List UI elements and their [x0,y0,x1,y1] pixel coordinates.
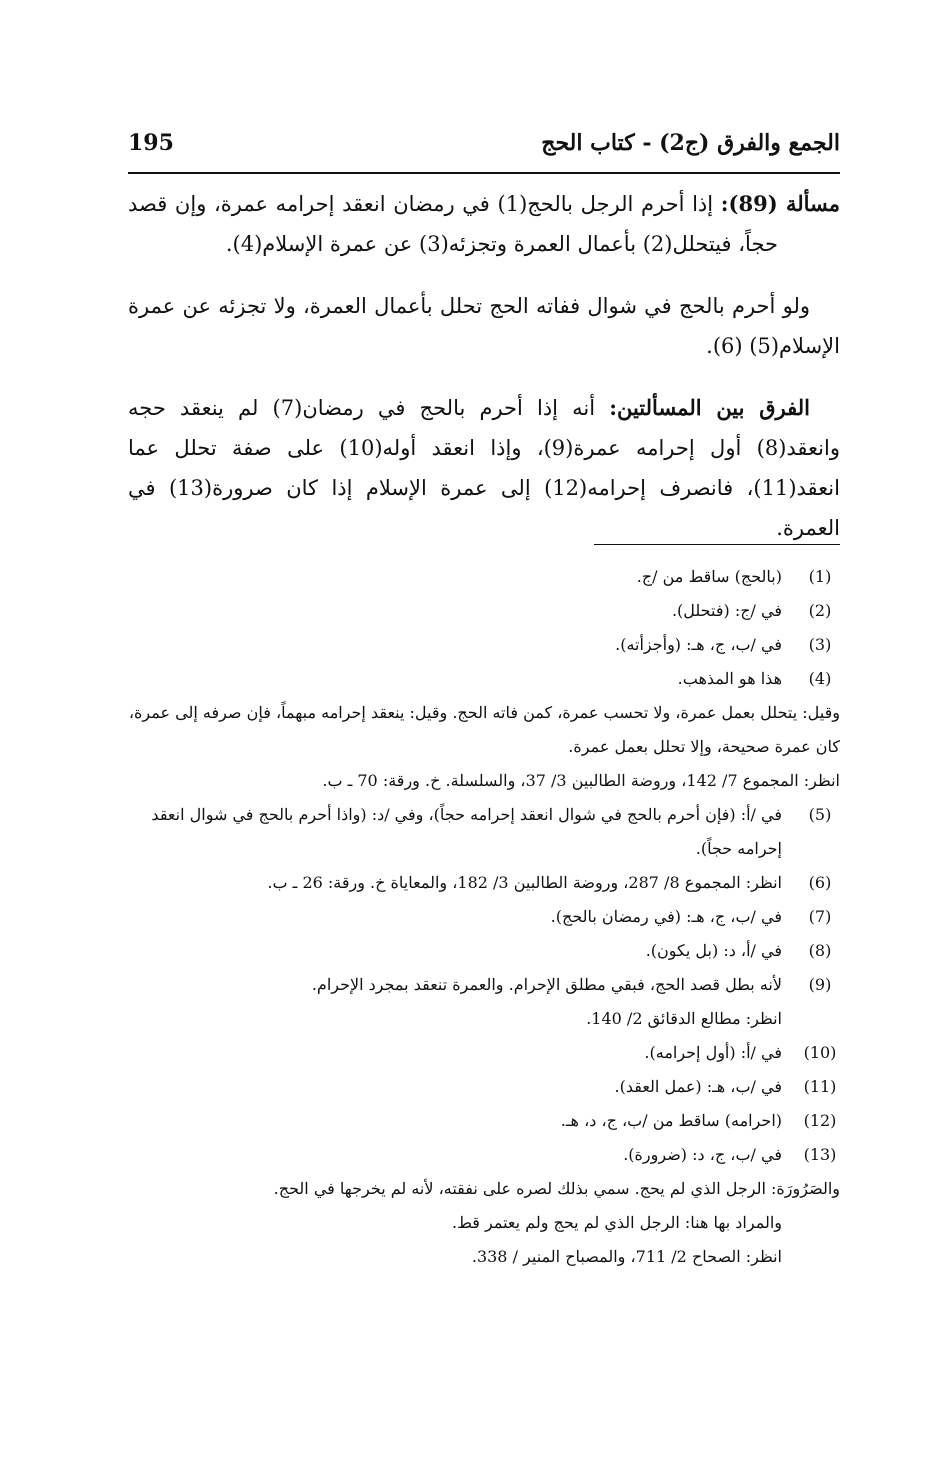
issue-label: مسألة (89): [720,191,840,216]
main-text [128,184,840,570]
footnote-text: في /ج: (فتحلل). [671,601,782,620]
difference-label: الفرق بين المسألتين: [609,395,811,420]
footnote-text: لأنه بطل قصد الحج، فبقي مطلق الإحرام. والعمرة تنعقد بمجرد الإحرام. [311,975,782,994]
footnote-text: (بالحج) ساقط من /ج. [636,567,782,586]
footnote-text: في /أ، د: (بل يكون). [645,941,782,960]
footnote [128,662,840,696]
footnote-number: (8) [808,941,832,960]
footnote-text: (احرامه) ساقط من /ب، ج، د، هـ. [560,1111,782,1130]
footnote-continuation: وقيل: يتحلل بعمل عمرة، ولا تحسب عمرة، كمن فاته الحج. وقيل: ينعقد إحرامه مبهماً، فإن صرفه إلى عمرة، كان عمرة صحيحة، وإلا تحلل بعمل عمرة. [128,703,840,756]
footnote-number: (13) [803,1145,837,1164]
second-case-paragraph [128,286,840,366]
footnote-text: في /أ: (أول إحرامه). [644,1043,782,1062]
footnote-text: في /ب، ج، د: (ضرورة). [623,1145,782,1164]
footnote [128,1070,840,1104]
difference-text: أنه إذا أحرم بالحج في رمضان(7) لم ينعقد حجه وانعقد(8) أول إحرامه عمرة(9)، وإذا انعقد أوله(10) على صفة تحلل عما انعقد(11)، فانصرف إحرامه(12) إلى عمرة الإسلام إذا كان صرورة(13) في العمرة. [128,396,840,540]
footnote-number: (9) [808,975,832,994]
footnote-number: (5) [808,805,832,824]
footnote-separator [594,544,840,545]
footnote-number: (10) [803,1043,837,1062]
footnote [128,1138,840,1172]
footnote-text: في /ب، هـ: (عمل العقد). [614,1077,782,1096]
footnote-number: (7) [808,907,832,926]
footnote-continuation: والصَرُورَة: الرجل الذي لم يحج. سمي بذلك لصره على نفقته، لأنه لم يخرجها في الحج. [273,1179,840,1198]
footnote [128,866,840,900]
header-rule [128,172,840,174]
footnote-text: في /ب، ج، هـ: (في رمضان بالحج). [550,907,782,926]
footnote [128,798,840,866]
footnote-continuation: والمراد بها هنا: الرجل الذي لم يحج ولم يعتمر قط. [452,1213,782,1232]
footnote [128,1104,840,1138]
footnote [128,934,840,968]
footnote-number: (11) [803,1077,837,1096]
footnote-text: هذا هو المذهب. [677,669,782,688]
footnote [128,560,840,594]
second-case-text: ولو أحرم بالحج في شوال ففاته الحج تحلل بأعمال العمرة، ولا تجزئه عن عمرة الإسلام(5) (6). [128,294,840,358]
footnote-text: في /ب، ج، هـ: (وأجزأته). [615,635,782,654]
footnotes [128,560,840,1274]
footnote-number: (6) [808,873,832,892]
issue-paragraph [128,184,840,264]
footnote-number: (2) [808,601,832,620]
running-header [128,126,840,166]
footnote [128,628,840,662]
footnote-continuation: انظر: الصحاح 2/ 711، والمصباح المنير / 338. [471,1247,782,1266]
issue-text: إذا أحرم الرجل بالحج(1) في رمضان انعقد إحرامه عمرة، وإن قصد حجاً، فيتحلل(2) بأعمال العمرة وتجزئه(3) عن عمرة الإسلام(4). [128,192,778,256]
footnote-continuation: انظر: المجموع 7/ 142، وروضة الطالبين 3/ 37، والسلسلة. خ. ورقة: 70 ـ ب. [322,771,840,790]
footnote [128,900,840,934]
footnote [128,1036,840,1070]
footnote-number: (12) [803,1111,837,1130]
footnote-text: انظر: المجموع 8/ 287، وروضة الطالبين 3/ 182، والمعاياة خ. ورقة: 26 ـ ب. [267,873,782,892]
footnote-continuation: انظر: مطالع الدقائق 2/ 140. [586,1009,782,1028]
footnote-number: (1) [808,567,832,586]
page-number: 195 [128,130,174,156]
footnote-number: (3) [808,635,832,654]
running-title: الجمع والفرق (ج2) - كتاب الحج [541,130,840,156]
footnote-text: في /أ: (فإن أحرم بالحج في شوال انعقد إحرامه حجاً)، وفي /د: (واذا أحرم بالحج في شوال انعقد إحرامه حجاً). [151,805,782,858]
footnote [128,594,840,628]
difference-paragraph [128,388,840,548]
footnote [128,968,840,1002]
footnote-number: (4) [808,669,832,688]
